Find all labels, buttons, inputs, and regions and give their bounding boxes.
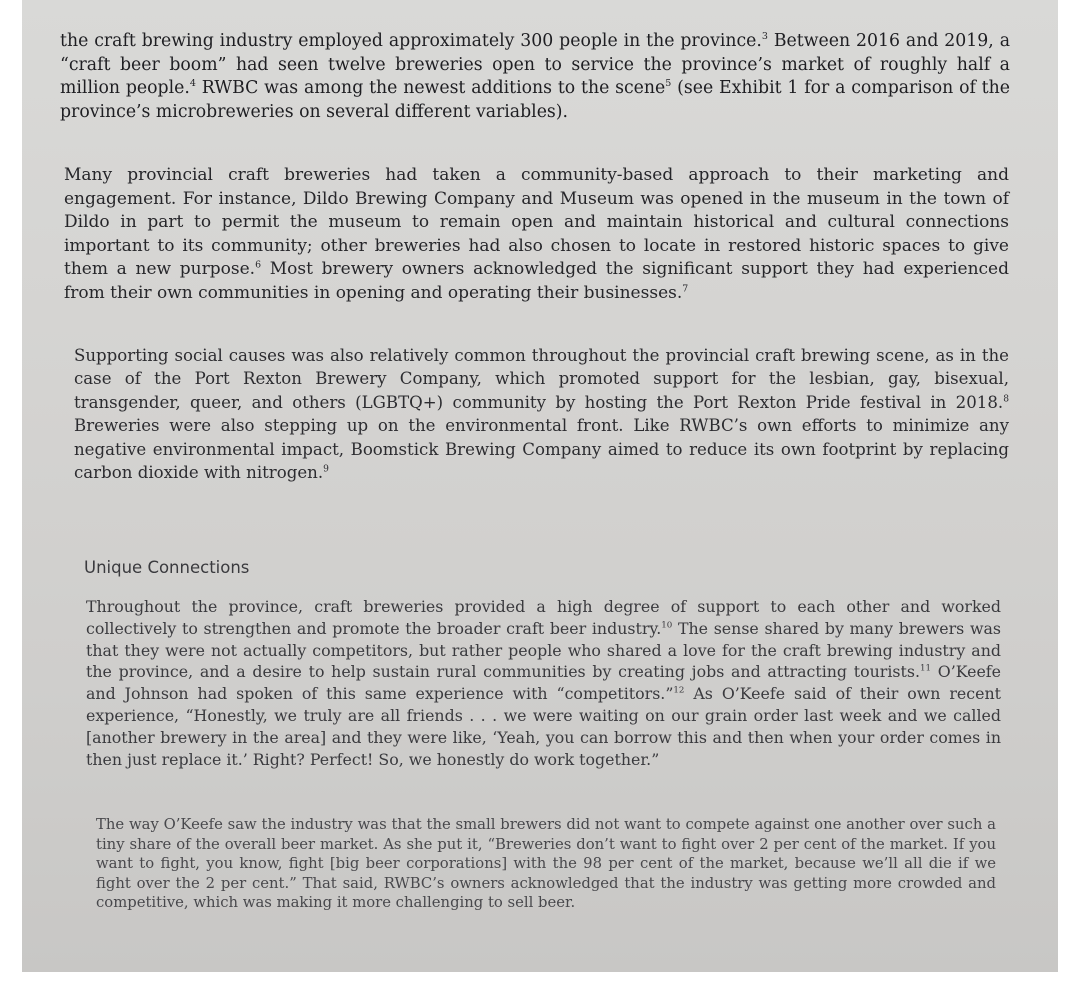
footnote-marker: 5 — [665, 78, 672, 90]
paragraph-text: the craft brewing industry employed approximately 300 people in the province. — [60, 31, 762, 51]
paragraph-brewery-support — [86, 596, 1001, 770]
footnote-marker: 9 — [323, 464, 329, 475]
paragraph-text: Most brewery owners acknowledged the significant support they had experienced from their own communities in opening and operating their businesses. — [64, 259, 1009, 303]
footnote-marker: 6 — [255, 259, 262, 271]
paragraph-text: Supporting social causes was also relatively common throughout the provincial craft brewing scene, as in the case of the Port Rexton Brewery Company, which promoted support for the lesbian, gay, bisexual, transgender, queer, and others (LGBTQ+) community by hosting the Port Rexton Pride festival in 2018. — [74, 346, 1009, 412]
footnote-marker: 10 — [661, 620, 673, 631]
paragraph-text: Breweries were also stepping up on the environmental front. Like RWBC’s own efforts to minimize any negative environmental impact, Boomstick Brewing Company aimed to reduce its own footprint by replacing carbon dioxide with nitrogen. — [74, 416, 1009, 483]
footnote-marker: 11 — [919, 664, 932, 675]
paragraph-text: Throughout the province, craft breweries provided a high degree of support to each other and worked collectively to strengthen and promote the broader craft beer industry. — [86, 597, 1001, 638]
paragraph-community-approach — [64, 164, 1009, 305]
paragraph-text: As O’Keefe said of their own recent experience, “Honestly, we truly are all friends . . . we were waiting on our grain order last week and we called [another brewery in the area] and they were like, ‘Yeah, you can borrow this and then when your order comes in then just replace it.’ Right? Perfect! So, we honestly do work together.” — [86, 684, 1002, 769]
paragraph-text: RWBC was among the newest additions to the scene — [195, 78, 666, 98]
paragraph-industry-overview — [60, 30, 1010, 124]
footnote-marker: 7 — [682, 282, 689, 294]
paragraph-text: The sense shared by many brewers was that they were not actually competitors, but rather people who shared a love for the craft brewing industry and the province, and a desire to help sustain rural communities by creating jobs and attracting tourists. — [86, 618, 1001, 682]
footnote-marker: 8 — [1003, 394, 1009, 405]
footnote-marker: 4 — [189, 78, 196, 90]
paragraph-text: Between 2016 and 2019, a “craft beer boom” had seen twelve breweries open to service the province’s market of roughly half a million people. — [60, 31, 1010, 98]
paragraph-market-share — [96, 815, 996, 913]
paragraph-text: O’Keefe and Johnson had spoken of this same experience with “competitors.” — [86, 662, 1001, 704]
section-heading: Unique Connections — [84, 558, 250, 577]
footnote-marker: 12 — [673, 685, 685, 696]
document-page — [22, 0, 1058, 972]
footnote-marker: 3 — [761, 31, 768, 43]
paragraph-text: The way O’Keefe saw the industry was that the small brewers did not want to compete against one another over such a tiny share of the overall beer market. As she put it, “Breweries don’t want to fight over 2 per cent of the market. If you want to fight, you know, fight [big beer corporations] with the 98 per cent of the market, because we’ll all die if we fight over the 2 per cent.” That said, RWBC’s owners acknowledged that the industry was getting more crowded and competitive, which was making it more challenging to sell beer. — [96, 816, 996, 912]
paragraph-social-causes — [74, 344, 1009, 484]
paragraph-text: Many provincial craft breweries had taken a community-based approach to their marketing and engagement. For instance, Dildo Brewing Company and Museum was opened in the museum in the town of Dildo in part to permit the museum to remain open and maintain historical and cultural connections important to its community; other breweries had also chosen to locate in restored historic spaces to give them a new purpose. — [64, 165, 1009, 279]
paragraph-text: (see Exhibit 1 for a comparison of the province’s microbreweries on several different variables). — [60, 78, 1010, 122]
